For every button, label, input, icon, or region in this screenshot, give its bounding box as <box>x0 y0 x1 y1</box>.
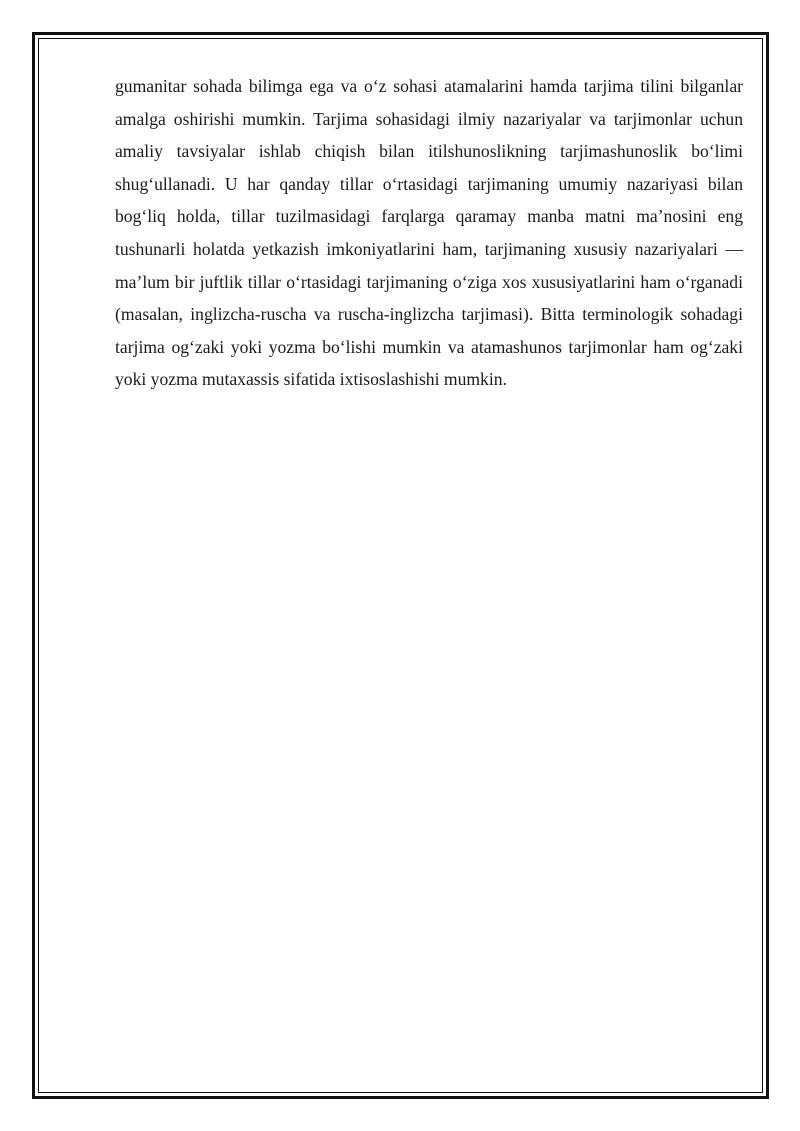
body-paragraph: gumanitar sohada bilimga ega va o‘z sohasi atamalarini hamda tarjima tilini bilganlar amalga oshirishi mumkin. Tarjima sohasidagi ilmiy nazariyalar va tarjimonlar uchun amaliy tavsiyalar ishlab chiqish bilan itilshunoslikning tarjimashunoslik bo‘limi shug‘ullanadi. U har qanday tillar o‘rtasidagi tarjimaning umumiy nazariyasi bilan bog‘liq holda, tillar tuzilmasidagi farqlarga qaramay manba matni ma’nosini eng tushunarli holatda yetkazish imkoniyatlarini ham, tarjimaning xususiy nazariyalari — ma’lum bir juftlik tillar o‘rtasidagi tarjimaning o‘ziga xos xususiyatlarini ham o‘rganadi (masalan, inglizcha-ruscha va ruscha-inglizcha tarjimasi). Bitta terminologik sohadagi tarjima og‘zaki yoki yozma bo‘lishi mumkin va atamashunos tarjimonlar ham og‘zaki yoki yozma mutaxassis sifatida ixtisoslashishi mumkin. <box>115 76 743 390</box>
